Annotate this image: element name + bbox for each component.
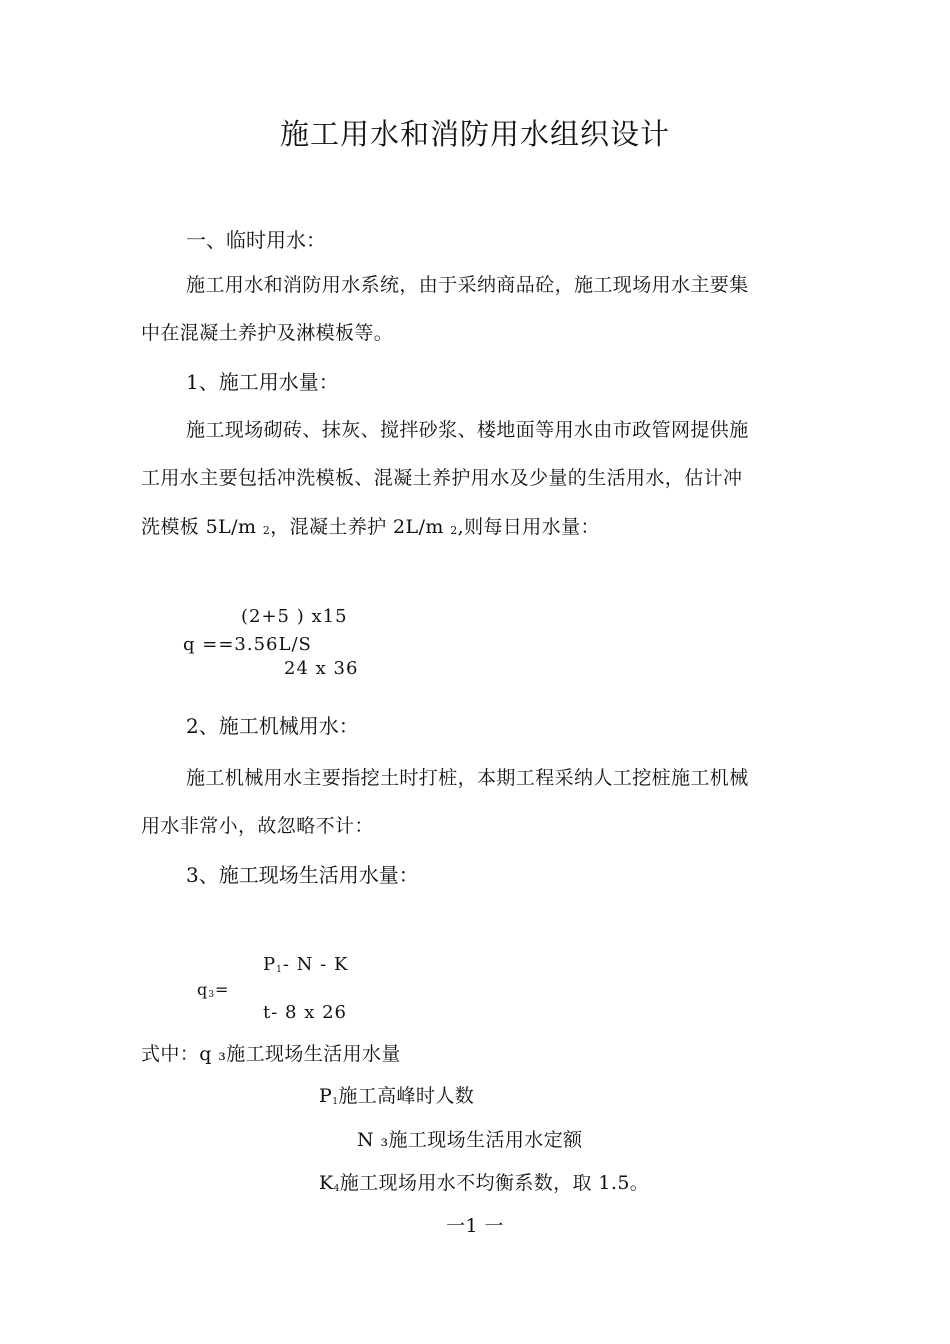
- legend-p: P: [319, 1085, 333, 1107]
- document-title: 施工用水和消防用水组织设计: [279, 117, 670, 151]
- formula-2-q: q: [197, 980, 209, 999]
- formula-2-numerator: [263, 954, 348, 975]
- page-number: 一1 一: [446, 1215, 504, 1237]
- superscript-2-b: 2: [450, 524, 458, 537]
- construction-water-line-3: [141, 512, 600, 539]
- line-3-part-a: 洗模板 5L/m: [141, 516, 263, 538]
- formula-1-lhs: q ==3.56L/S: [183, 634, 312, 655]
- machinery-water-line-2: 用水非常小，故忽略不计：: [141, 815, 374, 837]
- formula-1-denominator: 24 x 36: [284, 658, 359, 679]
- intro-paragraph-line-1: 施工用水和消防用水系统，由于采纳商品砼，施工现场用水主要集: [186, 274, 749, 296]
- legend-p-subscript: 1: [332, 1097, 339, 1107]
- construction-water-line-1: 施工现场砌砖、抹灰、搅拌砂浆、楼地面等用水由市政管网提供施: [186, 419, 749, 441]
- formula-1-numerator: (2+5 ) x15: [241, 606, 348, 627]
- line-3-part-c: ,则每日用水量：: [457, 516, 600, 538]
- legend-line-p1: [319, 1081, 474, 1108]
- legend-line-n3: N ₃施工现场生活用水定额: [357, 1129, 583, 1151]
- formula-2-denominator: t- 8 x 26: [263, 1002, 347, 1023]
- legend-k-subscript: 4: [333, 1184, 340, 1194]
- formula-2-lhs: [197, 980, 229, 1000]
- machinery-water-line-1: 施工机械用水主要指挖土时打桩，本期工程采纳人工挖桩施工机械: [186, 767, 749, 789]
- item-heading-machinery-water: 2、施工机械用水：: [186, 714, 359, 738]
- line-3-part-b: ，混凝土养护 2L/m: [270, 516, 451, 538]
- legend-k-text: 施工现场用水不均衡系数，取 1.5。: [339, 1172, 650, 1194]
- legend-k: K: [319, 1172, 334, 1194]
- formula-2-p-subscript: 1: [276, 965, 283, 975]
- construction-water-line-2: 工用水主要包括冲洗模板、混凝土养护用水及少量的生活用水，估计冲: [141, 467, 743, 489]
- superscript-2-a: 2: [262, 524, 271, 537]
- formula-2-numerator-rest: - N - K: [282, 954, 349, 975]
- legend-line-q3: 式中：q ₃施工现场生活用水量: [141, 1043, 401, 1065]
- formula-2-p: P: [263, 954, 277, 975]
- item-heading-living-water: 3、施工现场生活用水量：: [186, 863, 419, 887]
- legend-line-k4: [319, 1168, 649, 1195]
- section-heading-temporary-water: 一、临时用水：: [186, 228, 326, 252]
- item-heading-construction-water: 1、施工用水量：: [186, 370, 339, 394]
- formula-2-q-subscript: 3: [208, 990, 215, 1000]
- formula-2-equals: =: [214, 980, 230, 999]
- intro-paragraph-line-2: 中在混凝土养护及淋模板等。: [141, 322, 394, 344]
- legend-p-text: 施工高峰时人数: [338, 1085, 475, 1107]
